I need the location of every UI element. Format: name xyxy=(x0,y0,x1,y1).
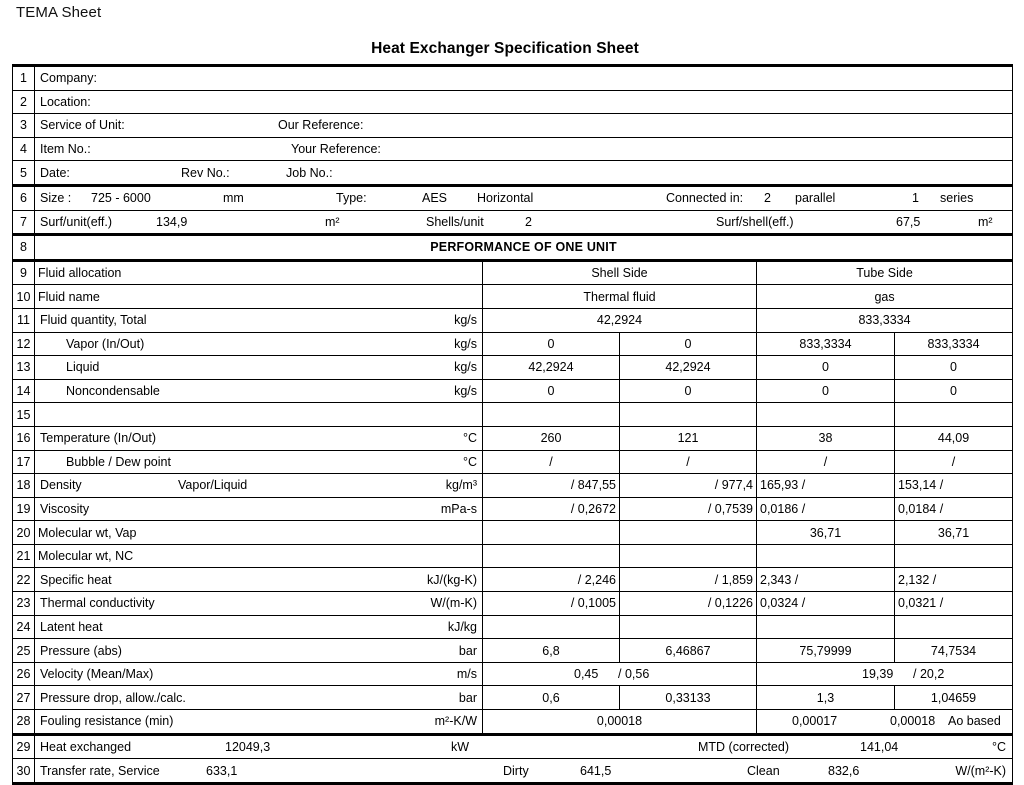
table-row-21 xyxy=(13,544,1013,568)
our-reference-label: Our Reference: xyxy=(278,118,364,133)
temperature-tube-out: 44,09 xyxy=(895,426,1013,450)
line-number: 15 xyxy=(13,403,35,427)
line-number: 9 xyxy=(13,260,35,285)
specific-heat-shell-in: / 2,246 xyxy=(483,568,620,592)
velocity-shell-mean: 0,45 xyxy=(574,667,599,682)
table-row-7 xyxy=(13,210,1013,235)
fluid-name-tube: gas xyxy=(757,285,1013,309)
fluid-quantity-total-label: Fluid quantity, Total xyxy=(40,313,147,328)
pressure-abs-shell-out: 6,46867 xyxy=(620,639,757,663)
service-of-unit-label: Service of Unit: xyxy=(40,118,125,133)
blank-label-15 xyxy=(35,403,483,427)
tube-side-header: Tube Side xyxy=(757,260,1013,285)
pressure-abs-label: Pressure (abs) xyxy=(40,643,122,658)
surf-unit-label: Surf/unit(eff.) xyxy=(40,214,113,229)
specific-heat-shell-out: / 1,859 xyxy=(620,568,757,592)
table-row-2 xyxy=(13,90,1013,114)
noncondensable-row xyxy=(35,379,483,403)
heat-exchanged-unit: kW xyxy=(451,739,470,754)
company-cell xyxy=(35,66,1013,91)
viscosity-row xyxy=(35,497,483,521)
density-row xyxy=(35,474,483,498)
velocity-shell-cell xyxy=(483,662,757,686)
fouling-resistance-row xyxy=(35,710,483,735)
line-number: 2 xyxy=(13,90,35,114)
fluid-allocation-label: Fluid allocation xyxy=(35,260,483,285)
latent-heat-shell-in xyxy=(483,615,620,639)
surf-shell-label: Surf/shell(eff.) xyxy=(716,214,794,229)
bubble-dew-tube-in: / xyxy=(757,450,895,474)
table-row-9 xyxy=(13,260,1013,285)
bubble-dew-tube-out: / xyxy=(895,450,1013,474)
clean-label: Clean xyxy=(747,763,780,778)
your-reference-label: Your Reference: xyxy=(291,142,381,157)
thermal-conductivity-label: Thermal conductivity xyxy=(40,596,155,611)
thermal-conductivity-unit: W/(m-K) xyxy=(430,596,477,611)
heat-exchanger-spec-table xyxy=(12,64,1013,785)
liquid-tube-in: 0 xyxy=(757,356,895,380)
item-no-label: Item No.: xyxy=(40,142,91,157)
viscosity-tube-in: 0,0186 / xyxy=(757,497,895,521)
viscosity-unit: mPa-s xyxy=(440,501,477,516)
surf-unit-cell xyxy=(35,210,1013,235)
connected-series-value: 1 xyxy=(912,191,919,206)
table-row-22 xyxy=(13,568,1013,592)
pressure-abs-tube-out: 74,7534 xyxy=(895,639,1013,663)
molecular-wt-nc-tube-out xyxy=(895,544,1013,568)
thermal-conductivity-shell-out: / 0,1226 xyxy=(620,592,757,616)
thermal-conductivity-tube-in: 0,0324 / xyxy=(757,592,895,616)
shells-unit-value: 2 xyxy=(525,214,532,229)
surf-shell-unit: m² xyxy=(978,214,993,229)
line-number: 4 xyxy=(13,137,35,161)
date-label: Date: xyxy=(40,165,70,180)
bubble-dew-label: Bubble / Dew point xyxy=(66,454,171,469)
latent-heat-unit: kJ/kg xyxy=(447,619,477,634)
noncondensable-shell-in: 0 xyxy=(483,379,620,403)
molecular-wt-vap-tube-out: 36,71 xyxy=(895,521,1013,545)
temperature-label: Temperature (In/Out) xyxy=(40,431,157,446)
table-row-18 xyxy=(13,474,1013,498)
specific-heat-tube-in: 2,343 / xyxy=(757,568,895,592)
table-row-17 xyxy=(13,450,1013,474)
viscosity-shell-out: / 0,7539 xyxy=(620,497,757,521)
fluid-quantity-total-tube: 833,3334 xyxy=(757,308,1013,332)
molecular-wt-nc-tube-in xyxy=(757,544,895,568)
line-number: 6 xyxy=(13,185,35,210)
vapor-unit: kg/s xyxy=(454,336,477,351)
liquid-tube-out: 0 xyxy=(895,356,1013,380)
size-type-cell xyxy=(35,185,1013,210)
line-number: 8 xyxy=(13,235,35,261)
line-number: 27 xyxy=(13,686,35,710)
viscosity-shell-in: / 0,2672 xyxy=(483,497,620,521)
transfer-rate-cell xyxy=(35,759,1013,784)
table-row-28 xyxy=(13,710,1013,735)
table-row-5 xyxy=(13,161,1013,186)
temperature-unit: °C xyxy=(462,431,477,446)
liquid-shell-out: 42,2924 xyxy=(620,356,757,380)
pressure-abs-shell-in: 6,8 xyxy=(483,639,620,663)
table-row-20 xyxy=(13,521,1013,545)
line-number: 20 xyxy=(13,521,35,545)
specific-heat-label: Specific heat xyxy=(40,572,112,587)
dirty-value: 641,5 xyxy=(580,763,612,778)
shell-side-header: Shell Side xyxy=(483,260,757,285)
vapor-shell-out: 0 xyxy=(620,332,757,356)
density-shell-out: / 977,4 xyxy=(620,474,757,498)
velocity-tube-cell xyxy=(757,662,1013,686)
table-row-29 xyxy=(13,734,1013,759)
table-row-16 xyxy=(13,426,1013,450)
bubble-dew-shell-in: / xyxy=(483,450,620,474)
line-number: 25 xyxy=(13,639,35,663)
performance-section-header: PERFORMANCE OF ONE UNIT xyxy=(35,235,1013,261)
company-label: Company: xyxy=(40,71,97,86)
heat-exchanged-cell xyxy=(35,734,1013,759)
connected-parallel-value: 2 xyxy=(764,191,771,206)
specific-heat-unit: kJ/(kg-K) xyxy=(427,572,477,587)
blank-tube-out-15 xyxy=(895,403,1013,427)
latent-heat-shell-out xyxy=(620,615,757,639)
line-number: 16 xyxy=(13,426,35,450)
molecular-wt-vap-label: Molecular wt, Vap xyxy=(35,521,483,545)
line-number: 13 xyxy=(13,356,35,380)
dirty-label: Dirty xyxy=(503,763,529,778)
table-row-23 xyxy=(13,592,1013,616)
pressure-drop-tube-out: 1,04659 xyxy=(895,686,1013,710)
table-row-10 xyxy=(13,285,1013,309)
line-number: 14 xyxy=(13,379,35,403)
pressure-drop-shell-out: 0,33133 xyxy=(620,686,757,710)
fluid-quantity-total-row xyxy=(35,308,483,332)
density-shell-in: / 847,55 xyxy=(483,474,620,498)
vapor-shell-in: 0 xyxy=(483,332,620,356)
service-of-unit-cell xyxy=(35,114,1013,138)
line-number: 30 xyxy=(13,759,35,784)
temperature-tube-in: 38 xyxy=(757,426,895,450)
series-label: series xyxy=(940,191,974,206)
line-number: 24 xyxy=(13,615,35,639)
specific-heat-tube-out: 2,132 / xyxy=(895,568,1013,592)
liquid-row xyxy=(35,356,483,380)
transfer-rate-value: 633,1 xyxy=(206,763,238,778)
fouling-resistance-label: Fouling resistance (min) xyxy=(40,714,174,729)
parallel-label: parallel xyxy=(795,191,836,206)
type-value: AES xyxy=(422,191,448,206)
size-value: 725 - 6000 xyxy=(91,191,151,206)
heat-exchanged-value: 12049,3 xyxy=(225,739,271,754)
thermal-conductivity-tube-out: 0,0321 / xyxy=(895,592,1013,616)
clean-value: 832,6 xyxy=(828,763,860,778)
line-number: 18 xyxy=(13,474,35,498)
density-sublabel: Vapor/Liquid xyxy=(178,478,248,493)
surf-unit-value: 134,9 xyxy=(156,214,188,229)
bubble-dew-unit: °C xyxy=(462,454,477,469)
heat-exchanged-label: Heat exchanged xyxy=(40,739,132,754)
pressure-drop-label: Pressure drop, allow./calc. xyxy=(40,690,186,705)
fouling-resistance-tube-note: Ao based xyxy=(948,714,1001,729)
bubble-dew-shell-out: / xyxy=(620,450,757,474)
table-row-13 xyxy=(13,356,1013,380)
table-row-24 xyxy=(13,615,1013,639)
table-row-8 xyxy=(13,235,1013,261)
density-tube-in: 165,93 / xyxy=(757,474,895,498)
pressure-abs-unit: bar xyxy=(458,643,477,658)
noncondensable-tube-out: 0 xyxy=(895,379,1013,403)
vapor-tube-in: 833,3334 xyxy=(757,332,895,356)
vapor-label: Vapor (In/Out) xyxy=(66,336,145,351)
noncondensable-label: Noncondensable xyxy=(66,384,160,399)
blank-shell-out-15 xyxy=(620,403,757,427)
connected-in-label: Connected in: xyxy=(666,191,744,206)
density-unit: kg/m³ xyxy=(445,478,477,493)
vapor-tube-out: 833,3334 xyxy=(895,332,1013,356)
thermal-conductivity-row xyxy=(35,592,483,616)
table-row-30 xyxy=(13,759,1013,784)
line-number: 10 xyxy=(13,285,35,309)
pressure-abs-row xyxy=(35,639,483,663)
fouling-resistance-tube-a: 0,00017 xyxy=(792,714,838,729)
surf-shell-value: 67,5 xyxy=(896,214,921,229)
line-number: 19 xyxy=(13,497,35,521)
mtd-label: MTD (corrected) xyxy=(698,739,789,754)
latent-heat-tube-in xyxy=(757,615,895,639)
liquid-shell-in: 42,2924 xyxy=(483,356,620,380)
mtd-value: 141,04 xyxy=(860,739,899,754)
line-number: 28 xyxy=(13,710,35,735)
size-unit: mm xyxy=(223,191,244,206)
document-title: Heat Exchanger Specification Sheet xyxy=(371,40,639,57)
blank-tube-in-15 xyxy=(757,403,895,427)
vapor-row xyxy=(35,332,483,356)
temperature-row xyxy=(35,426,483,450)
transfer-rate-unit: W/(m²-K) xyxy=(955,763,1007,778)
transfer-rate-label: Transfer rate, Service xyxy=(40,763,160,778)
table-row-11 xyxy=(13,308,1013,332)
mtd-unit: °C xyxy=(992,739,1007,754)
fouling-resistance-tube-cell xyxy=(757,710,1013,735)
viscosity-label: Viscosity xyxy=(40,501,90,516)
table-row-27 xyxy=(13,686,1013,710)
surf-unit-unit: m² xyxy=(325,214,340,229)
pressure-drop-unit: bar xyxy=(458,690,477,705)
pressure-drop-row xyxy=(35,686,483,710)
molecular-wt-nc-label: Molecular wt, NC xyxy=(35,544,483,568)
table-row-14 xyxy=(13,379,1013,403)
date-cell xyxy=(35,161,1013,186)
orientation-value: Horizontal xyxy=(477,191,534,206)
blank-shell-in-15 xyxy=(483,403,620,427)
fluid-name-shell: Thermal fluid xyxy=(483,285,757,309)
noncondensable-unit: kg/s xyxy=(454,384,477,399)
location-cell xyxy=(35,90,1013,114)
fouling-resistance-tube-b: 0,00018 xyxy=(890,714,936,729)
line-number: 17 xyxy=(13,450,35,474)
latent-heat-tube-out xyxy=(895,615,1013,639)
molecular-wt-nc-shell-in xyxy=(483,544,620,568)
location-label: Location: xyxy=(40,94,91,109)
line-number: 11 xyxy=(13,308,35,332)
bubble-dew-row xyxy=(35,450,483,474)
table-row-1 xyxy=(13,66,1013,91)
table-row-19 xyxy=(13,497,1013,521)
velocity-tube-max: / 20,2 xyxy=(913,667,945,682)
viscosity-tube-out: 0,0184 / xyxy=(895,497,1013,521)
item-no-cell xyxy=(35,137,1013,161)
fluid-quantity-total-unit: kg/s xyxy=(454,313,477,328)
shells-unit-label: Shells/unit xyxy=(426,214,484,229)
app-title: TEMA Sheet xyxy=(16,4,102,21)
fluid-quantity-total-shell: 42,2924 xyxy=(483,308,757,332)
size-label: Size : xyxy=(40,191,72,206)
line-number: 26 xyxy=(13,662,35,686)
liquid-label: Liquid xyxy=(66,360,100,375)
specific-heat-row xyxy=(35,568,483,592)
table-row-12 xyxy=(13,332,1013,356)
molecular-wt-nc-shell-out xyxy=(620,544,757,568)
line-number: 5 xyxy=(13,161,35,186)
noncondensable-shell-out: 0 xyxy=(620,379,757,403)
table-row-15 xyxy=(13,403,1013,427)
thermal-conductivity-shell-in: / 0,1005 xyxy=(483,592,620,616)
molecular-wt-vap-shell-out xyxy=(620,521,757,545)
table-row-3 xyxy=(13,114,1013,138)
molecular-wt-vap-tube-in: 36,71 xyxy=(757,521,895,545)
pressure-drop-tube-in: 1,3 xyxy=(757,686,895,710)
velocity-row xyxy=(35,662,483,686)
line-number: 3 xyxy=(13,114,35,138)
line-number: 21 xyxy=(13,544,35,568)
fouling-resistance-unit: m²-K/W xyxy=(434,714,477,729)
density-tube-out: 153,14 / xyxy=(895,474,1013,498)
latent-heat-row xyxy=(35,615,483,639)
fluid-name-label: Fluid name xyxy=(35,285,483,309)
velocity-tube-mean: 19,39 xyxy=(862,667,894,682)
velocity-label: Velocity (Mean/Max) xyxy=(40,667,154,682)
line-number: 12 xyxy=(13,332,35,356)
line-number: 22 xyxy=(13,568,35,592)
table-row-26 xyxy=(13,662,1013,686)
line-number: 1 xyxy=(13,66,35,91)
noncondensable-tube-in: 0 xyxy=(757,379,895,403)
table-row-4 xyxy=(13,137,1013,161)
type-label: Type: xyxy=(336,191,367,206)
density-label: Density xyxy=(40,478,82,493)
line-number: 7 xyxy=(13,210,35,235)
molecular-wt-vap-shell-in xyxy=(483,521,620,545)
liquid-unit: kg/s xyxy=(454,360,477,375)
line-number: 23 xyxy=(13,592,35,616)
table-row-25 xyxy=(13,639,1013,663)
velocity-unit: m/s xyxy=(456,667,477,682)
pressure-drop-shell-in: 0,6 xyxy=(483,686,620,710)
velocity-shell-max: / 0,56 xyxy=(618,667,650,682)
latent-heat-label: Latent heat xyxy=(40,619,103,634)
fouling-resistance-shell: 0,00018 xyxy=(483,710,757,735)
temperature-shell-in: 260 xyxy=(483,426,620,450)
job-no-label: Job No.: xyxy=(286,165,333,180)
temperature-shell-out: 121 xyxy=(620,426,757,450)
pressure-abs-tube-in: 75,79999 xyxy=(757,639,895,663)
line-number: 29 xyxy=(13,734,35,759)
rev-no-label: Rev No.: xyxy=(181,165,230,180)
table-row-6 xyxy=(13,185,1013,210)
